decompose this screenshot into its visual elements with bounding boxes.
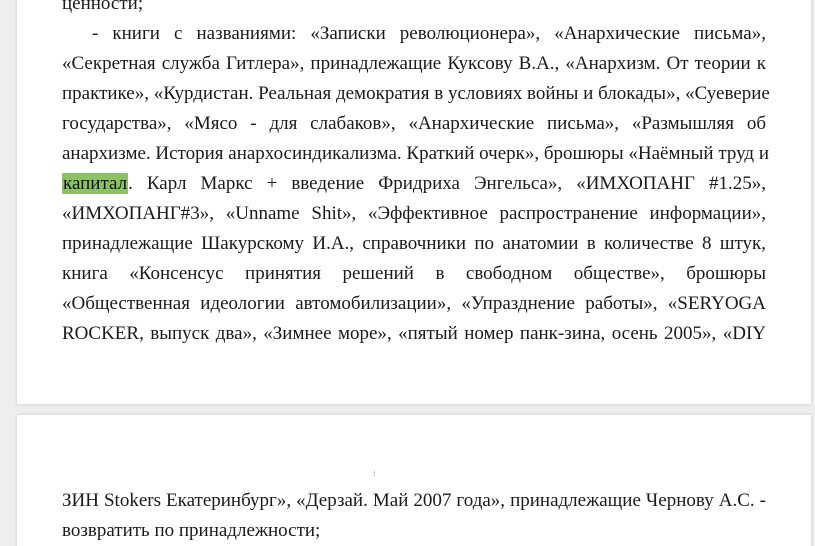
text-line: «Общественная идеологии автомобилизации», «Упразднение работы», «SERYOGA xyxy=(62,293,766,314)
document-page-1 xyxy=(17,0,811,404)
text-line: анархизме. История анархосиндикализма. Краткий очерк», брошюры «Наёмный труд и xyxy=(62,143,770,164)
text-line: практике», «Курдистан. Реальная демократия в условиях войны и блокады», «Суеверие xyxy=(62,83,770,104)
text-line: возвратить по принадлежности; xyxy=(62,520,321,541)
text-line: ЗИН Stokers Екатеринбург», «Дерзай. Май 2007 года», принадлежащие Чернову А.С. - xyxy=(62,490,766,511)
text-line: ROCKER, выпуск два», «Зимнее море», «пятый номер панк-зина, осень 2005», «DIY xyxy=(62,323,766,344)
text-line: книга «Консенсус принятия решений в свободном обществе», брошюры xyxy=(62,263,766,284)
text-line: - книги с названиями: «Записки революционера», «Анархические письма», xyxy=(92,23,766,44)
page-1-text xyxy=(62,0,770,349)
text-line: «Секретная служба Гитлера», принадлежащие Куксову В.А., «Анархизм. От теории к xyxy=(62,53,766,74)
document-page-2 xyxy=(17,415,811,546)
text-line-with-highlight xyxy=(62,169,766,199)
page-marker-icon: ⁞ xyxy=(373,469,376,478)
text-line-rest: . Карл Маркс + введение Фридриха Энгельса», «ИМХОПАНГ #1.25», xyxy=(128,173,766,194)
text-line: принадлежащие Шакурскому И.А., справочники по анатомии в количестве 8 штук, xyxy=(62,233,766,254)
text-line: «ИМХОПАНГ#3», «Unname Shit», «Эффективное распространение информации», xyxy=(62,203,766,224)
page-2-text xyxy=(62,486,766,546)
cut-off-line: ценности; xyxy=(62,0,144,14)
text-line: государства», «Мясо - для слабаков», «Анархические письма», «Размышляя об xyxy=(62,113,766,134)
highlighted-search-match[interactable]: капитал xyxy=(63,173,128,194)
